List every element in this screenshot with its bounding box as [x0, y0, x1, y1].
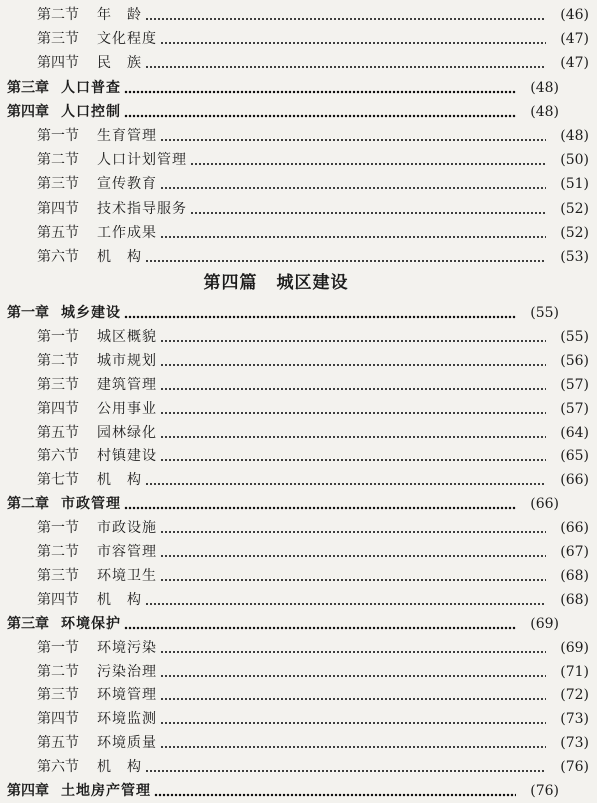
- dot-leader: [124, 301, 516, 325]
- toc-section-row: [0, 683, 597, 707]
- section-number: 第四节: [37, 400, 79, 417]
- chapter-number: 第一章: [7, 305, 49, 321]
- dot-leader: [160, 444, 546, 468]
- section-title: 环境质量: [97, 735, 157, 752]
- dot-leader: [160, 660, 546, 684]
- section-title: 宣传教育: [97, 176, 157, 193]
- section-title: 机 构: [97, 472, 142, 489]
- page-number: (55): [560, 328, 589, 345]
- dot-leader: [145, 245, 546, 269]
- section-number: 第五节: [37, 224, 79, 241]
- toc-section-row: [0, 516, 597, 540]
- toc-section-row: [0, 51, 597, 75]
- chapter-number: 第四章: [7, 783, 49, 799]
- page-number: (67): [560, 544, 589, 560]
- dot-leader: [160, 221, 546, 245]
- chapter-number: 第二章: [7, 496, 49, 513]
- section-number: 第四节: [37, 200, 79, 217]
- toc-section-row: [0, 468, 597, 492]
- section-title: 城市规划: [97, 352, 157, 369]
- section-title: 园林绿化: [97, 424, 157, 441]
- chapter-title: 人口普查: [61, 79, 121, 96]
- section-title: 污染治理: [97, 663, 157, 680]
- section-title: 工作成果: [97, 224, 157, 241]
- toc-section-row: [0, 564, 597, 588]
- dot-leader: [160, 124, 546, 148]
- dot-leader: [160, 540, 546, 564]
- section-title: 机 构: [97, 249, 142, 265]
- section-title: 村镇建设: [97, 448, 157, 465]
- dot-leader: [145, 3, 546, 27]
- dot-leader: [124, 76, 516, 100]
- dot-leader: [154, 779, 516, 803]
- toc-section-row: [0, 707, 597, 731]
- dot-leader: [160, 516, 546, 540]
- toc-section-row: [0, 148, 597, 172]
- dot-leader: [190, 148, 546, 172]
- toc-chapter-row: [0, 76, 567, 100]
- dot-leader: [160, 421, 546, 445]
- section-title: 环境监测: [97, 711, 157, 728]
- toc-section-row: [0, 636, 597, 660]
- section-number: 第六节: [37, 448, 79, 465]
- toc-section-row: [0, 124, 597, 148]
- section-title: 文化程度: [97, 31, 157, 48]
- section-title: 城区概貌: [97, 328, 157, 345]
- page-number: (48): [560, 128, 589, 144]
- page-number: (66): [560, 472, 589, 489]
- page-number: (55): [530, 305, 559, 321]
- toc-section-row: [0, 349, 597, 373]
- chapter-title: 市政管理: [61, 496, 121, 513]
- page-number: (47): [560, 55, 589, 72]
- page-number: (68): [560, 591, 589, 608]
- chapter-number: 第三章: [7, 615, 49, 632]
- dot-leader: [160, 172, 546, 196]
- page-number: (48): [530, 79, 559, 96]
- dot-leader: [145, 588, 546, 612]
- toc-section-row: [0, 172, 597, 196]
- section-number: 第七节: [37, 472, 79, 489]
- section-title: 市容管理: [97, 544, 157, 560]
- section-title: 公用事业: [97, 400, 157, 417]
- toc-section-row: [0, 245, 597, 269]
- section-title: 环境管理: [97, 687, 157, 704]
- dot-leader: [145, 51, 546, 75]
- section-title: 机 构: [97, 591, 142, 608]
- section-number: 第五节: [37, 735, 79, 752]
- part-number: 第四篇: [203, 273, 258, 293]
- page-number: (71): [560, 663, 589, 680]
- dot-leader: [124, 612, 516, 636]
- page-number: (52): [560, 200, 589, 217]
- toc-chapter-row: [0, 612, 567, 636]
- toc-section-row: [0, 444, 597, 468]
- section-title: 年 龄: [97, 7, 142, 23]
- section-title: 环境污染: [97, 639, 157, 656]
- page-number: (64): [560, 424, 589, 441]
- dot-leader: [145, 468, 546, 492]
- section-number: 第五节: [37, 424, 79, 441]
- page-number: (57): [560, 400, 589, 417]
- toc-section-row: [0, 221, 597, 245]
- section-title: 机 构: [97, 759, 142, 776]
- toc-section-row: [0, 421, 597, 445]
- page-number: (72): [560, 687, 589, 704]
- section-title: 技术指导服务: [97, 200, 187, 217]
- section-title: 环境卫生: [97, 567, 157, 584]
- toc-chapter-row: [0, 100, 567, 124]
- page-number: (65): [560, 448, 589, 465]
- page-number: (66): [530, 496, 559, 513]
- chapter-title: 城乡建设: [61, 305, 121, 321]
- section-number: 第二节: [37, 7, 79, 23]
- section-number: 第四节: [37, 55, 79, 72]
- page-number: (48): [530, 103, 559, 120]
- toc-section-row: [0, 660, 597, 684]
- section-number: 第一节: [37, 128, 79, 144]
- page-number: (47): [560, 31, 589, 48]
- dot-leader: [160, 636, 546, 660]
- toc-section-row: [0, 325, 597, 349]
- section-number: 第二节: [37, 544, 79, 560]
- section-number: 第一节: [37, 639, 79, 656]
- page-number: (69): [560, 639, 589, 656]
- dot-leader: [160, 707, 546, 731]
- page-number: (76): [560, 759, 589, 776]
- section-number: 第一节: [37, 520, 79, 537]
- page-number: (52): [560, 224, 589, 241]
- section-number: 第三节: [37, 31, 79, 48]
- toc-section-row: [0, 588, 597, 612]
- section-title: 生育管理: [97, 128, 157, 144]
- dot-leader: [160, 564, 546, 588]
- dot-leader: [160, 731, 546, 755]
- dot-leader: [160, 683, 546, 707]
- toc-section-row: [0, 540, 597, 564]
- page-number: (76): [530, 783, 559, 799]
- toc-chapter-row: [0, 301, 567, 325]
- chapter-title: 土地房产管理: [61, 783, 151, 799]
- section-number: 第三节: [37, 567, 79, 584]
- section-number: 第一节: [37, 328, 79, 345]
- page-number: (66): [560, 520, 589, 537]
- page-number: (73): [560, 735, 589, 752]
- toc-section-row: [0, 27, 597, 51]
- section-title: 民 族: [97, 55, 142, 72]
- toc-section-row: [0, 373, 597, 397]
- dot-leader: [124, 492, 516, 516]
- page-number: (53): [560, 249, 589, 265]
- toc-section-row: [0, 731, 597, 755]
- section-number: 第四节: [37, 591, 79, 608]
- page-number: (73): [560, 711, 589, 728]
- dot-leader: [190, 197, 546, 221]
- toc-section-row: [0, 3, 597, 27]
- chapter-number: 第四章: [7, 103, 49, 120]
- toc-section-row: [0, 197, 597, 221]
- page-number: (69): [530, 615, 559, 632]
- dot-leader: [124, 100, 516, 124]
- section-number: 第二节: [37, 152, 79, 169]
- dot-leader: [160, 397, 546, 421]
- page-number: (50): [560, 152, 589, 169]
- toc-chapter-row: [0, 492, 567, 516]
- section-number: 第三节: [37, 687, 79, 704]
- section-number: 第四节: [37, 711, 79, 728]
- page-number: (56): [560, 352, 589, 369]
- part-heading: [0, 268, 552, 298]
- page-number: (51): [560, 176, 589, 193]
- page-number: (57): [560, 376, 589, 393]
- chapter-number: 第三章: [7, 79, 49, 96]
- dot-leader: [160, 349, 546, 373]
- dot-leader: [145, 755, 546, 779]
- section-title: 人口计划管理: [97, 152, 187, 169]
- page-number: (46): [560, 7, 589, 23]
- section-number: 第二节: [37, 352, 79, 369]
- part-title: 城区建设: [276, 273, 349, 293]
- section-number: 第三节: [37, 176, 79, 193]
- dot-leader: [160, 373, 546, 397]
- section-title: 建筑管理: [97, 376, 157, 393]
- section-number: 第六节: [37, 759, 79, 776]
- toc-section-row: [0, 755, 597, 779]
- page-number: (68): [560, 567, 589, 584]
- chapter-title: 人口控制: [61, 103, 121, 120]
- section-number: 第六节: [37, 249, 79, 265]
- dot-leader: [160, 325, 546, 349]
- chapter-title: 环境保护: [61, 615, 121, 632]
- section-number: 第三节: [37, 376, 79, 393]
- section-number: 第二节: [37, 663, 79, 680]
- dot-leader: [160, 27, 546, 51]
- toc-chapter-row: [0, 779, 567, 803]
- section-title: 市政设施: [97, 520, 157, 537]
- toc-section-row: [0, 397, 597, 421]
